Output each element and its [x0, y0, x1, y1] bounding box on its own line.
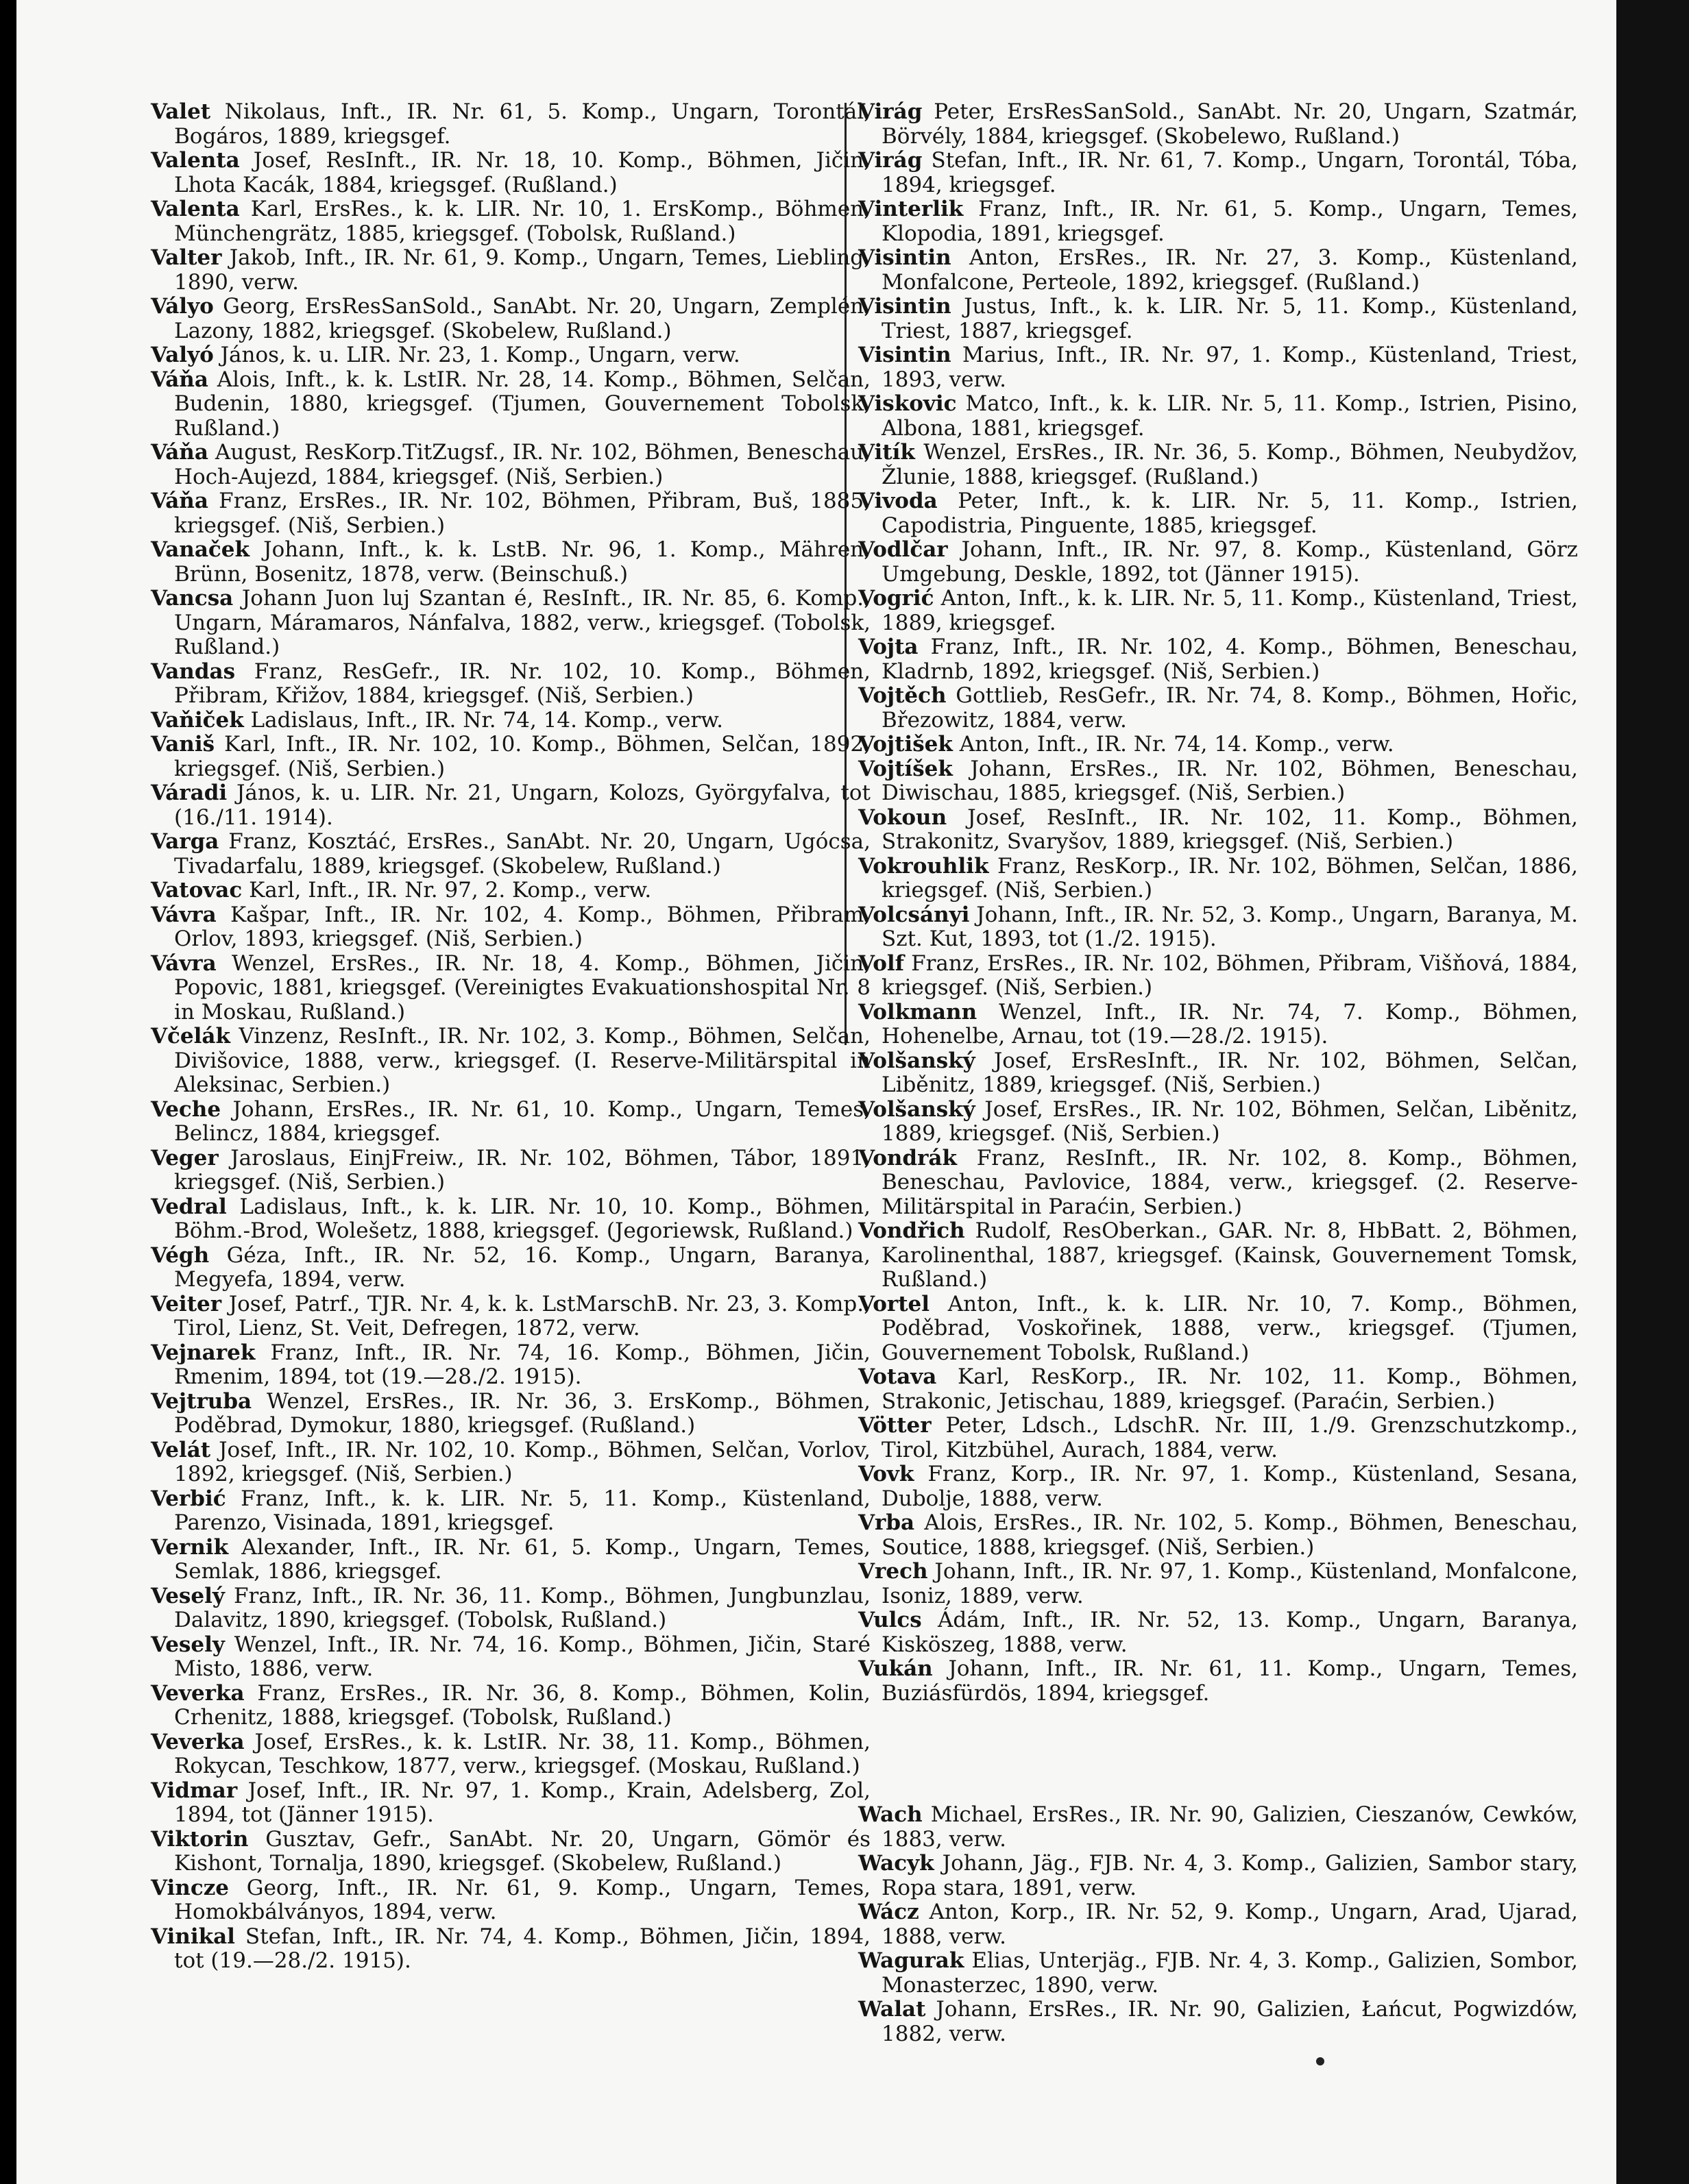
entry-details: Wenzel, Inft., IR. Nr. 74, 7. Komp., Böhmen, Hohenelbe, Arnau, tot (19.—28./2. 1915). — [882, 999, 1578, 1048]
register-entry — [151, 295, 871, 343]
entry-surname: Vesely — [151, 1632, 225, 1657]
entry-details: Josef, Inft., IR. Nr. 97, 1. Komp., Krain, Adelsberg, Zol, 1894, tot (Jänner 1915). — [174, 1778, 871, 1827]
entry-surname: Vincze — [151, 1875, 230, 1900]
entry-details: Johann, Jäg., FJB. Nr. 4, 3. Komp., Galizien, Sambor stary, Ropa stara, 1891, verw. — [882, 1851, 1578, 1900]
entry-surname: Vötter — [858, 1413, 932, 1438]
register-entry — [858, 1900, 1578, 1949]
ink-dot — [1316, 2057, 1324, 2065]
register-entry — [858, 806, 1578, 855]
entry-details: Josef, ErsResInft., IR. Nr. 102, Böhmen, Selčan, Liběnitz, 1889, kriegsgef. (Niš, Serbien.) — [882, 1048, 1578, 1097]
register-entry — [151, 1536, 871, 1584]
entry-surname: Vojtišek — [858, 732, 953, 757]
entry-details: Karl, ErsRes., k. k. LIR. Nr. 10, 1. ErsKomp., Böhmen, Münchengrätz, 1885, kriegsgef. (Tobolsk, Rußland.) — [174, 197, 871, 246]
entry-details: Rudolf, ResOberkan., GAR. Nr. 8, HbBatt. 2, Böhmen, Karolinenthal, 1887, kriegsgef. (Kainsk, Gouvernement Tomsk, Rußland.) — [882, 1218, 1578, 1292]
entry-surname: Vanaček — [151, 537, 250, 562]
entry-surname: Walat — [858, 1997, 926, 2022]
register-entry — [151, 1098, 871, 1146]
register-entry — [151, 733, 871, 781]
entry-surname: Vokoun — [858, 805, 947, 830]
entry-details: Josef, ResInft., IR. Nr. 102, 11. Komp., Böhmen, Strakonitz, Svaryšov, 1889, kriegsgef. (Niš, Serbien.) — [882, 805, 1578, 854]
register-entry — [858, 100, 1578, 149]
register-entry — [151, 1584, 871, 1633]
entry-details: Franz, Kosztáć, ErsRes., SanAbt. Nr. 20, Ungarn, Ugócsa, Tivadarfalu, 1889, kriegsgef. (Skobelew, Rußland.) — [174, 829, 871, 879]
register-entry — [858, 392, 1578, 441]
register-entry — [858, 295, 1578, 343]
entry-surname: Visintin — [858, 343, 951, 367]
entry-details: Josef, Patrf., TJR. Nr. 4, k. k. LstMarschB. Nr. 23, 3. Komp., Tirol, Lienz, St. Veit, Defregen, 1872, verw. — [174, 1291, 871, 1340]
entry-surname: Veiter — [151, 1291, 222, 1316]
entry-details: Franz, Inft., IR. Nr. 36, 11. Komp., Böhmen, Jungbunzlau, Dalavitz, 1890, kriegsgef. (Tobolsk, Rußland.) — [174, 1583, 871, 1632]
entry-surname: Vrech — [858, 1559, 928, 1584]
register-entry — [151, 1828, 871, 1876]
entry-surname: Valenta — [151, 197, 240, 221]
entry-details: Nikolaus, Inft., IR. Nr. 61, 5. Komp., Ungarn, Torontál, Bogáros, 1889, kriegsgef. — [174, 99, 871, 149]
entry-details: Ádám, Inft., IR. Nr. 52, 13. Komp., Ungarn, Baranya, Kisköszeg, 1888, verw. — [882, 1608, 1578, 1657]
register-entry — [858, 1657, 1578, 1706]
entry-surname: Varga — [151, 829, 219, 854]
entry-surname: Váradi — [151, 781, 228, 805]
register-entry — [151, 1779, 871, 1828]
register-entry — [151, 587, 871, 660]
register-entry — [151, 1244, 871, 1292]
entry-details: Anton, Inft., IR. Nr. 74, 14. Komp., verw. — [952, 732, 1394, 757]
entry-details: Johann, Inft., IR. Nr. 52, 3. Komp., Ungarn, Baranya, M. Szt. Kut, 1893, tot (1./2. 1915). — [882, 902, 1578, 951]
register-entry — [858, 587, 1578, 635]
entry-details: Wenzel, ErsRes., IR. Nr. 36, 5. Komp., Böhmen, Neubydžov, Žlunie, 1888, kriegsgef. (Rußland.) — [882, 440, 1578, 489]
entry-details: Franz, ResInft., IR. Nr. 102, 8. Komp., Böhmen, Beneschau, Pavlovice, 1884, verw., kriegsgef. (2. Reserve-Militärspital in Paraćin, Serbien.) — [882, 1145, 1578, 1219]
register-entry — [151, 1925, 871, 1974]
entry-details: Johann Juon luj Szantan é, ResInft., IR. Nr. 85, 6. Komp., Ungarn, Máramaros, Nánfalva, 1882, verw., kriegsgef. (Tobolsk, Rußland.) — [174, 586, 871, 659]
register-entry — [858, 1608, 1578, 1657]
register-entry — [151, 1487, 871, 1536]
entry-details: Gottlieb, ResGefr., IR. Nr. 74, 8. Komp., Böhmen, Hořic, Březowitz, 1884, verw. — [882, 683, 1578, 733]
entry-details: Franz, ErsRes., IR. Nr. 102, Böhmen, Přibram, Višňová, 1884, kriegsgef. (Niš, Serbien.) — [882, 950, 1578, 1000]
entry-surname: Vitík — [858, 440, 915, 465]
entry-surname: Wacyk — [858, 1851, 934, 1876]
register-entry — [858, 538, 1578, 587]
entry-details: János, k. u. LIR. Nr. 21, Ungarn, Kolozs, Györgyfalva, tot (16./11. 1914). — [174, 781, 871, 830]
register-entry — [858, 733, 1578, 757]
entry-details: Josef, ErsRes., IR. Nr. 102, Böhmen, Selčan, Liběnitz, 1889, kriegsgef. (Niš, Serbien.) — [882, 1096, 1578, 1146]
register-entry — [858, 1049, 1578, 1098]
entry-surname: Valyó — [151, 343, 214, 367]
entry-details: Johann, ErsRes., IR. Nr. 102, Böhmen, Beneschau, Diwischau, 1885, kriegsgef. (Niš, Serbien.) — [882, 756, 1578, 805]
left-column — [151, 100, 871, 1974]
register-entry — [151, 879, 871, 903]
entry-surname: Včelák — [151, 1024, 230, 1048]
entry-surname: Vávra — [151, 902, 217, 927]
entry-details: Franz, ErsRes., IR. Nr. 102, Böhmen, Přibram, Buš, 1885, kriegsgef. (Niš, Serbien.) — [174, 489, 871, 538]
register-entry — [151, 1682, 871, 1730]
entry-details: Johann, ErsRes., IR. Nr. 90, Galizien, Łańcut, Pogwizdów, 1882, verw. — [882, 1997, 1578, 2046]
entry-surname: Vaniš — [151, 732, 215, 757]
entry-surname: Wagurak — [858, 1948, 964, 1973]
entry-surname: Vinterlik — [858, 197, 964, 221]
entry-details: Johann, ErsRes., IR. Nr. 61, 10. Komp., Ungarn, Temes, Belincz, 1884, kriegsgef. — [174, 1096, 871, 1146]
register-entry — [858, 441, 1578, 489]
entry-surname: Volf — [858, 950, 904, 976]
entry-details: Anton, Korp., IR. Nr. 52, 9. Komp., Ungarn, Arad, Ujarad, 1888, verw. — [882, 1900, 1578, 1949]
entry-surname: Váňa — [151, 489, 208, 513]
entry-surname: Viktorin — [151, 1826, 249, 1852]
entry-details: Franz, Inft., IR. Nr. 102, 4. Komp., Böhmen, Beneschau, Kladrnb, 1892, kriegsgef. (Niš, Serbien.) — [882, 635, 1578, 684]
entry-details: Johann, Inft., k. k. LstB. Nr. 96, 1. Komp., Mähren, Brünn, Bosenitz, 1878, verw. (Beinschuß.) — [174, 537, 871, 587]
register-entry — [151, 100, 871, 149]
register-entry — [151, 1195, 871, 1244]
register-entry — [858, 1852, 1578, 1900]
register-entry — [858, 1001, 1578, 1049]
entry-details: Alexander, Inft., IR. Nr. 61, 5. Komp., Ungarn, Temes, Semlak, 1886, kriegsgef. — [174, 1534, 871, 1584]
entry-surname: Verbić — [151, 1486, 226, 1511]
entry-details: Josef, ResInft., IR. Nr. 18, 10. Komp., Böhmen, Jičin, Lhota Kacák, 1884, kriegsgef. (Rußland.) — [174, 148, 871, 197]
register-entry — [858, 635, 1578, 684]
entry-surname: Váňa — [151, 440, 208, 465]
entry-surname: Vávra — [151, 950, 217, 976]
entry-surname: Visintin — [858, 294, 951, 319]
entry-surname: Volcsányi — [858, 902, 970, 927]
register-entry — [858, 1560, 1578, 1608]
entry-surname: Vejtruba — [151, 1388, 252, 1414]
register-entry — [858, 1292, 1578, 1366]
register-entry — [151, 149, 871, 197]
entry-surname: Volšanský — [858, 1096, 975, 1122]
entry-surname: Volkmann — [858, 999, 977, 1024]
register-entry — [151, 1341, 871, 1390]
entry-details: Johann, Inft., IR. Nr. 97, 1. Komp., Küstenland, Monfalcone, Isoniz, 1889, verw. — [882, 1559, 1578, 1608]
entry-details: Alois, Inft., k. k. LstIR. Nr. 28, 14. Komp., Böhmen, Selčan, Budenin, 1880, kriegsgef. (Tjumen, Gouvernement Tobolsk, Rußland.) — [174, 367, 871, 441]
entry-surname: Vojta — [858, 635, 919, 659]
entry-details: Jakob, Inft., IR. Nr. 61, 9. Komp., Ungarn, Temes, Liebling, 1890, verw. — [174, 245, 871, 295]
entry-surname: Vejnarek — [151, 1340, 256, 1365]
section-gap — [858, 1706, 1578, 1803]
entry-details: Franz, ErsRes., IR. Nr. 36, 8. Komp., Böhmen, Kolin, Crhenitz, 1888, kriegsgef. (Tobolsk, Rußland.) — [174, 1680, 871, 1730]
entry-details: Anton, Inft., k. k. LIR. Nr. 10, 7. Komp., Böhmen, Poděbrad, Voskořinek, 1888, verw., kriegsgef. (Tjumen, Gouvernement Tobolsk, Rußland.) — [882, 1291, 1578, 1365]
scan-edge-right — [1616, 0, 1689, 2184]
entry-surname: Vodlčar — [858, 537, 948, 562]
entry-details: Wenzel, ErsRes., IR. Nr. 18, 4. Komp., Böhmen, Jičin, Popovic, 1881, kriegsgef. (Vereinigtes Evakuationshospital Nr. 8 in Moskau, Rußland.) — [174, 950, 871, 1024]
register-entry — [151, 830, 871, 879]
register-entry — [858, 489, 1578, 538]
register-entry — [858, 1414, 1578, 1462]
register-entry — [858, 343, 1578, 392]
register-entry — [858, 1998, 1578, 2046]
entry-surname: Viskovic — [858, 391, 957, 416]
entry-details: Johann, Inft., IR. Nr. 97, 8. Komp., Küstenland, Görz Umgebung, Deskle, 1892, tot (Jänner 1915). — [882, 537, 1578, 587]
entry-details: Franz, Inft., k. k. LIR. Nr. 5, 11. Komp., Küstenland, Parenzo, Visinada, 1891, kriegsgef. — [174, 1486, 871, 1535]
entry-surname: Velát — [151, 1437, 211, 1462]
entry-details: Georg, ErsResSanSold., SanAbt. Nr. 20, Ungarn, Zemplén, Lazony, 1882, kriegsgef. (Skobelew, Rußland.) — [174, 294, 871, 343]
register-entry — [151, 660, 871, 709]
register-entry — [151, 1024, 871, 1098]
entry-details: Elias, Unterjäg., FJB. Nr. 4, 3. Komp., Galizien, Sombor, Monasterzec, 1890, verw. — [882, 1948, 1578, 1998]
register-entry — [858, 1098, 1578, 1146]
entry-surname: Vovk — [858, 1462, 914, 1486]
entry-surname: Vidmar — [151, 1778, 238, 1803]
entry-details: Gusztav, Gefr., SanAbt. Nr. 20, Ungarn, Gömör és Kishont, Tornalja, 1890, kriegsgef. (Skobelew, Rußland.) — [174, 1826, 871, 1876]
entry-details: Jaroslaus, EinjFreiw., IR. Nr. 102, Böhmen, Tábor, 1891, kriegsgef. (Niš, Serbien.) — [174, 1145, 871, 1194]
register-entry — [151, 489, 871, 538]
register-entry — [858, 1949, 1578, 1998]
entry-details: Anton, ErsRes., IR. Nr. 27, 3. Komp., Küstenland, Monfalcone, Perteole, 1892, kriegsgef. (Rußland.) — [882, 245, 1578, 295]
register-entry — [151, 1146, 871, 1195]
entry-surname: Vályo — [151, 294, 214, 319]
entry-surname: Vokrouhlik — [858, 853, 989, 879]
entry-details: Karl, Inft., IR. Nr. 102, 10. Komp., Böhmen, Selčan, 1892, kriegsgef. (Niš, Serbien.) — [174, 732, 871, 781]
entry-details: Vinzenz, ResInft., IR. Nr. 102, 3. Komp., Böhmen, Selčan, Divišovice, 1888, verw., kriegsgef. (I. Reserve-Militärspital in Aleksinac, Serbien.) — [174, 1024, 871, 1097]
entry-surname: Valet — [151, 99, 211, 124]
register-entry — [858, 684, 1578, 733]
entry-surname: Veverka — [151, 1680, 245, 1706]
entry-details: Alois, ErsRes., IR. Nr. 102, 5. Komp., Böhmen, Beneschau, Soutice, 1888, kriegsgef. (Niš, Serbien.) — [882, 1510, 1578, 1560]
register-entry — [151, 1730, 871, 1779]
right-column — [858, 100, 1578, 2046]
entry-details: Kašpar, Inft., IR. Nr. 102, 4. Komp., Böhmen, Přibram, Orlov, 1893, kriegsgef. (Niš, Serbien.) — [174, 902, 871, 951]
register-entry — [858, 903, 1578, 952]
entry-details: Franz, ResKorp., IR. Nr. 102, Böhmen, Selčan, 1886, kriegsgef. (Niš, Serbien.) — [882, 853, 1578, 903]
entry-surname: Vatovac — [151, 878, 243, 903]
entry-details: Matco, Inft., k. k. LIR. Nr. 5, 11. Komp., Istrien, Pisino, Albona, 1881, kriegsgef. — [882, 391, 1578, 441]
register-entry — [858, 1365, 1578, 1414]
register-entry — [151, 1438, 871, 1487]
entry-details: Peter, ErsResSanSold., SanAbt. Nr. 20, Ungarn, Szatmár, Börvély, 1884, kriegsgef. (Skobelewo, Rußland.) — [882, 99, 1578, 149]
entry-surname: Volšanský — [858, 1048, 975, 1073]
entry-details: Ladislaus, Inft., k. k. LIR. Nr. 10, 10. Komp., Böhmen, Böhm.-Brod, Wolešetz, 1888, kriegsgef. (Jegoriewsk, Rußland.) — [174, 1194, 871, 1243]
register-entry — [151, 246, 871, 295]
entry-surname: Vancsa — [151, 586, 234, 611]
register-entry — [858, 246, 1578, 295]
entry-details: Anton, Inft., k. k. LIR. Nr. 5, 11. Komp., Küstenland, Triest, 1889, kriegsgef. — [882, 586, 1578, 635]
entry-details: Josef, ErsRes., k. k. LstIR. Nr. 38, 11. Komp., Böhmen, Rokycan, Teschkow, 1877, verw., kriegsgef. (Moskau, Rußland.) — [174, 1729, 871, 1778]
document-page — [16, 0, 1616, 2184]
register-entry — [151, 368, 871, 441]
entry-details: Marius, Inft., IR. Nr. 97, 1. Komp., Küstenland, Triest, 1893, verw. — [882, 343, 1578, 392]
entry-details: August, ResKorp.TitZugsf., IR. Nr. 102, Böhmen, Beneschau, Hoch-Aujezd, 1884, kriegsgef. (Niš, Serbien.) — [174, 440, 871, 489]
register-entry — [151, 197, 871, 246]
register-entry — [858, 1146, 1578, 1220]
entry-surname: Vandas — [151, 659, 236, 684]
entry-surname: Vedral — [151, 1194, 227, 1219]
entry-surname: Valenta — [151, 148, 240, 173]
register-entry — [151, 538, 871, 587]
entry-details: Stefan, Inft., IR. Nr. 74, 4. Komp., Böhmen, Jičin, 1894, tot (19.—28./2. 1915). — [174, 1924, 871, 1973]
entry-details: Josef, Inft., IR. Nr. 102, 10. Komp., Böhmen, Selčan, Vorlov, 1892, kriegsgef. (Niš, Serbien.) — [174, 1437, 871, 1486]
register-entry — [151, 1390, 871, 1438]
entry-details: Johann, Inft., IR. Nr. 61, 11. Komp., Ungarn, Temes, Buziásfürdös, 1894, kriegsgef. — [882, 1656, 1578, 1706]
entry-surname: Vulcs — [858, 1608, 922, 1632]
entry-surname: Virág — [858, 148, 923, 173]
entry-details: Franz, ResGefr., IR. Nr. 102, 10. Komp., Böhmen, Přibram, Křižov, 1884, kriegsgef. (Niš, Serbien.) — [174, 659, 871, 708]
entry-surname: Veger — [151, 1145, 219, 1170]
register-entry — [858, 855, 1578, 903]
register-entry — [151, 952, 871, 1025]
entry-details: Ladislaus, Inft., IR. Nr. 74, 14. Komp., verw. — [243, 707, 723, 733]
entry-surname: Veselý — [151, 1583, 225, 1608]
register-entry — [151, 709, 871, 733]
register-entry — [151, 903, 871, 952]
register-entry — [858, 1511, 1578, 1560]
register-entry — [858, 952, 1578, 1001]
register-entry — [151, 441, 871, 489]
entry-surname: Virág — [858, 99, 923, 124]
entry-details: Wenzel, Inft., IR. Nr. 74, 16. Komp., Böhmen, Jičin, Staré Misto, 1886, verw. — [174, 1632, 871, 1681]
register-entry — [151, 1876, 871, 1925]
register-entry — [858, 757, 1578, 806]
entry-details: Peter, Ldsch., LdschR. Nr. III, 1./9. Grenzschutzkomp., Tirol, Kitzbühel, Aurach, 1884, verw. — [882, 1413, 1578, 1462]
entry-surname: Vernik — [151, 1534, 229, 1560]
register-entry — [858, 197, 1578, 246]
register-entry — [858, 1462, 1578, 1511]
entry-surname: Vinikal — [151, 1924, 235, 1949]
entry-surname: Vogrić — [858, 586, 934, 611]
register-entry — [151, 781, 871, 830]
entry-surname: Visintin — [858, 245, 951, 270]
entry-details: Peter, Inft., k. k. LIR. Nr. 5, 11. Komp., Istrien, Capodistria, Pinguente, 1885, kriegsgef. — [882, 489, 1578, 538]
register-entry — [151, 1633, 871, 1682]
entry-surname: Vivoda — [858, 489, 938, 513]
entry-details: Wenzel, ErsRes., IR. Nr. 36, 3. ErsKomp., Böhmen, Poděbrad, Dymokur, 1880, kriegsgef. (Rußland.) — [174, 1388, 871, 1438]
entry-surname: Vortel — [858, 1291, 930, 1316]
entry-surname: Valter — [151, 245, 222, 270]
entry-details: Karl, Inft., IR. Nr. 97, 2. Komp., verw. — [242, 878, 652, 903]
entry-details: Michael, ErsRes., IR. Nr. 90, Galizien, Cieszanów, Cewków, 1883, verw. — [882, 1802, 1578, 1852]
entry-details: Justus, Inft., k. k. LIR. Nr. 5, 11. Komp., Küstenland, Triest, 1887, kriegsgef. — [882, 294, 1578, 343]
entry-surname: Votava — [858, 1364, 937, 1389]
register-entry — [151, 343, 871, 368]
register-entry — [858, 1219, 1578, 1292]
entry-surname: Vukán — [858, 1656, 933, 1681]
entry-details: János, k. u. LIR. Nr. 23, 1. Komp., Ungarn, verw. — [213, 343, 740, 367]
entry-surname: Vaňiček — [151, 707, 244, 733]
entry-surname: Vondřich — [858, 1218, 965, 1243]
entry-surname: Vojtěch — [858, 683, 947, 708]
entry-surname: Veche — [151, 1096, 221, 1122]
entry-surname: Végh — [151, 1242, 210, 1268]
entry-details: Georg, Inft., IR. Nr. 61, 9. Komp., Ungarn, Temes, Homokbálványos, 1894, verw. — [174, 1875, 871, 1924]
entry-surname: Vojtíšek — [858, 756, 953, 781]
entry-details: Karl, ResKorp., IR. Nr. 102, 11. Komp., Böhmen, Strakonic, Jetischau, 1889, kriegsgef. (Paraćin, Serbien.) — [882, 1364, 1578, 1414]
entry-surname: Váňa — [151, 367, 208, 392]
entry-surname: Wácz — [858, 1900, 919, 1924]
entry-details: Franz, Inft., IR. Nr. 61, 5. Komp., Ungarn, Temes, Klopodia, 1891, kriegsgef. — [882, 197, 1578, 246]
register-entry — [858, 1803, 1578, 1852]
register-entry — [151, 1292, 871, 1341]
register-entry — [858, 149, 1578, 197]
entry-details: Franz, Korp., IR. Nr. 97, 1. Komp., Küstenland, Sesana, Dubolje, 1888, verw. — [882, 1462, 1578, 1511]
entry-surname: Vrba — [858, 1510, 915, 1535]
entry-surname: Veverka — [151, 1729, 245, 1754]
entry-details: Stefan, Inft., IR. Nr. 61, 7. Komp., Ungarn, Torontál, Tóba, 1894, kriegsgef. — [882, 148, 1578, 197]
entry-surname: Wach — [858, 1802, 923, 1827]
entry-surname: Vondrák — [858, 1145, 957, 1170]
entry-details: Franz, Inft., IR. Nr. 74, 16. Komp., Böhmen, Jičin, Rmenim, 1894, tot (19.—28./2. 1915). — [174, 1340, 871, 1389]
entry-details: Géza, Inft., IR. Nr. 52, 16. Komp., Ungarn, Baranya, Megyefa, 1894, verw. — [174, 1242, 871, 1292]
